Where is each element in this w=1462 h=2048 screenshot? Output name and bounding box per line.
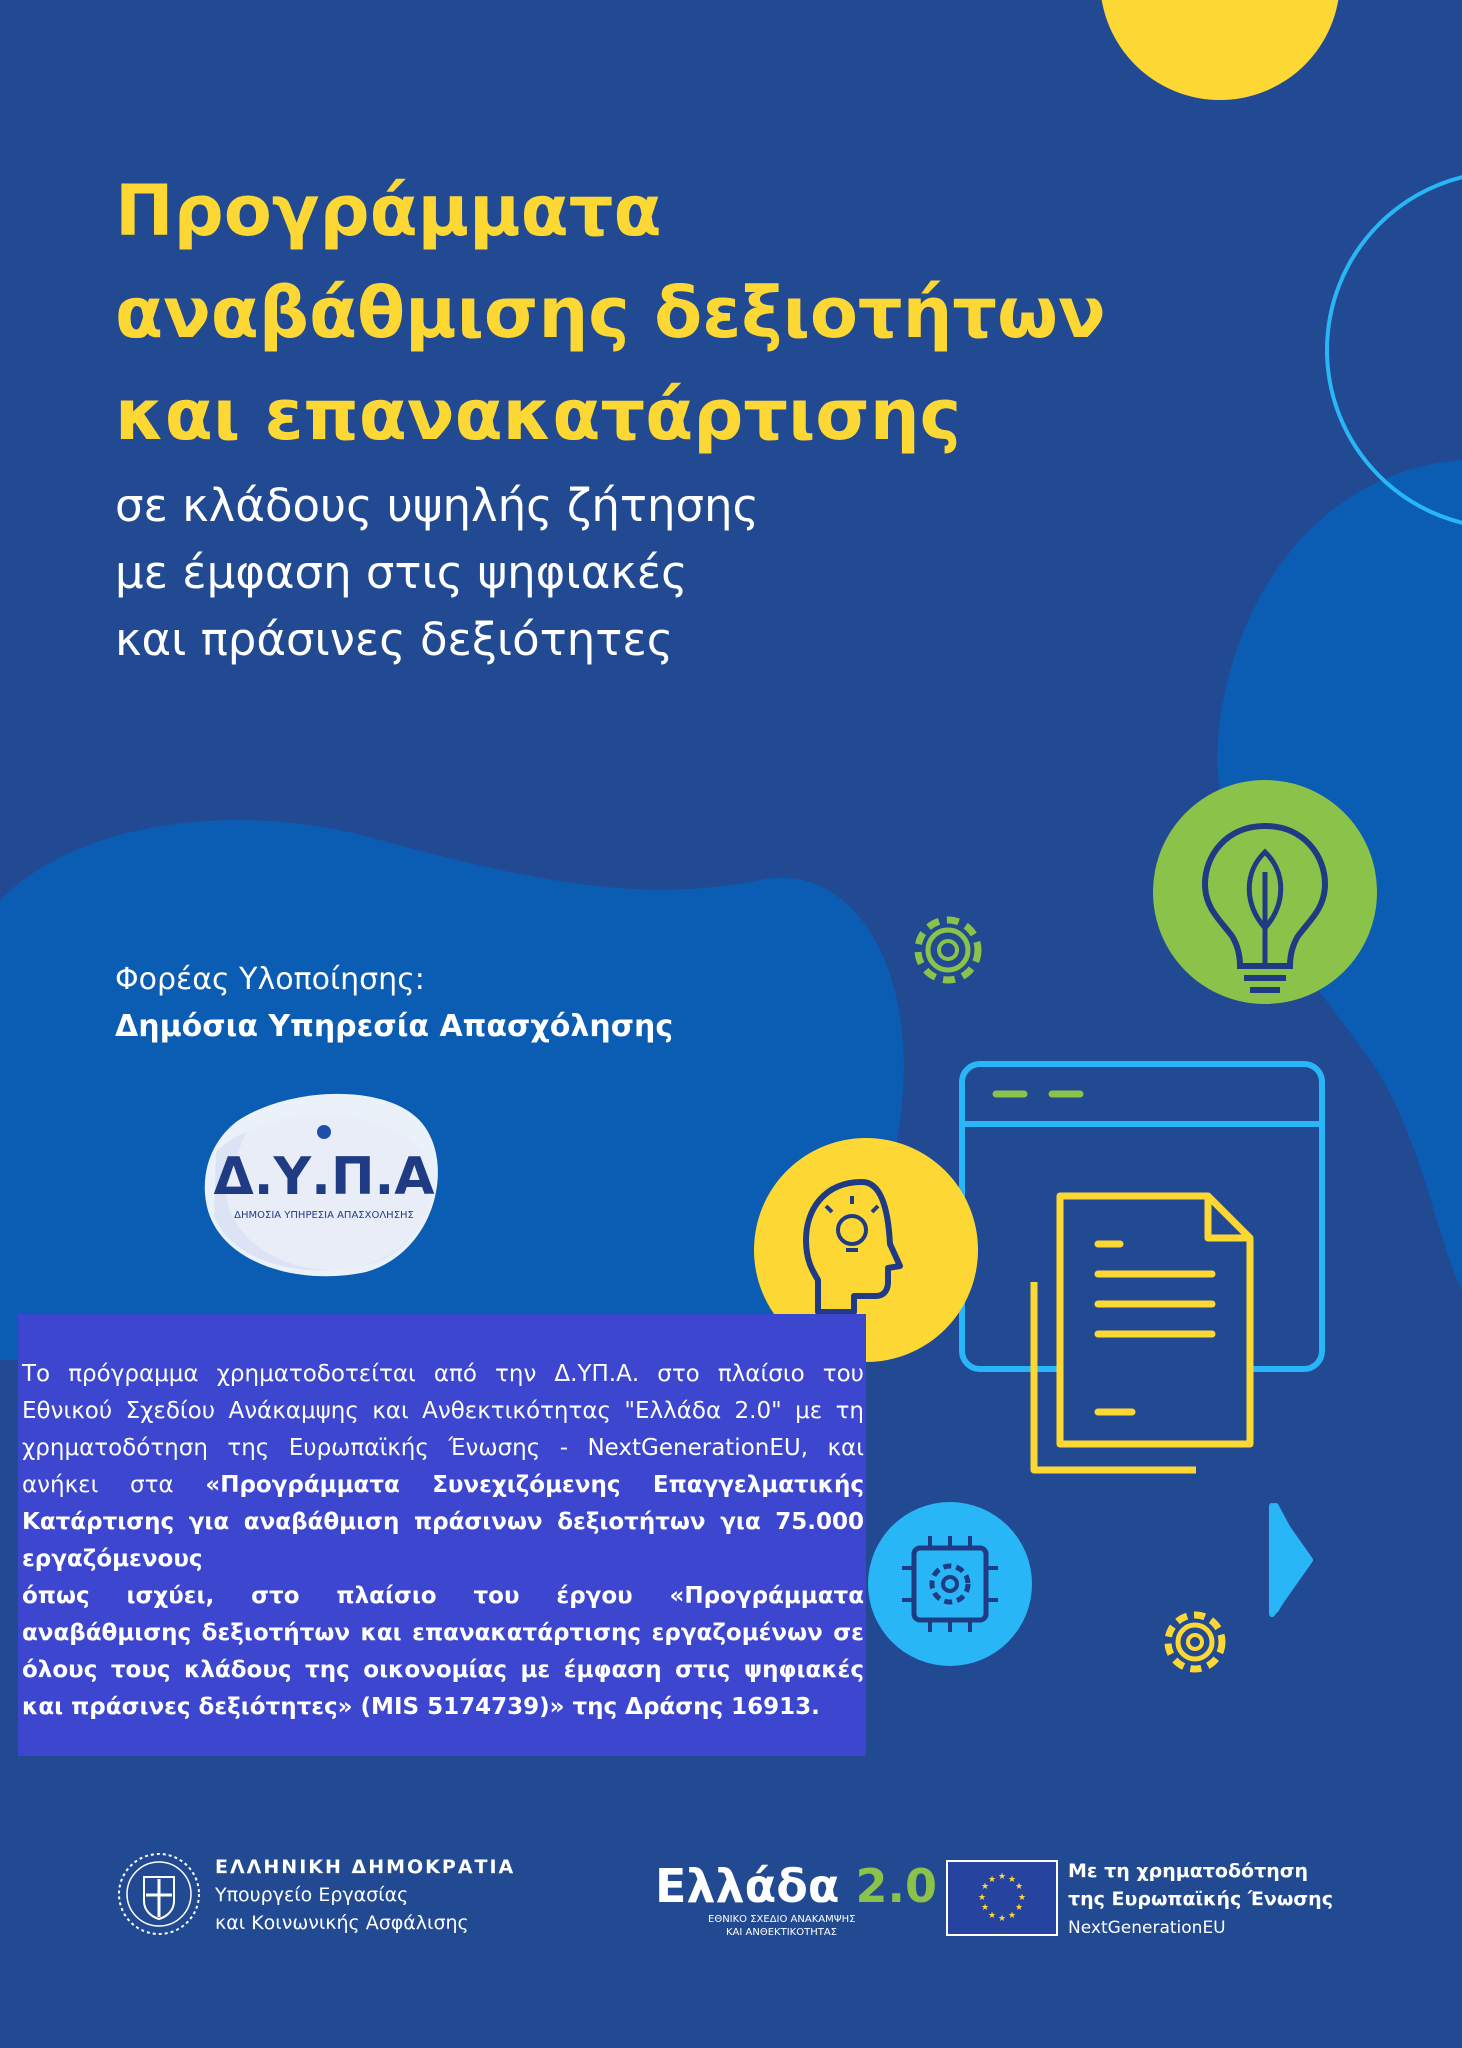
svg-text:★: ★ xyxy=(977,1893,987,1903)
gear-icon-yellow xyxy=(1168,1615,1222,1669)
implementing-body-label: Φορέας Υλοποίησης: xyxy=(115,962,425,997)
eu-funding-line1: Με τη χρηματοδότηση xyxy=(1068,1860,1309,1882)
greece20-name: Ελλάδα xyxy=(655,1859,840,1913)
chip-icon xyxy=(868,1502,1032,1666)
lightbulb-leaf-icon xyxy=(1153,780,1377,1004)
implementing-body-name: Δημόσια Υπηρεσία Απασχόλησης xyxy=(115,1009,674,1044)
funding-statement xyxy=(18,1314,866,1756)
greece20-logo xyxy=(655,1860,937,1912)
eu-flag-icon xyxy=(946,1860,1058,1936)
poster-title xyxy=(115,160,1265,466)
svg-text:★: ★ xyxy=(1007,1911,1017,1921)
hellenic-republic-emblem-icon xyxy=(116,1851,202,1937)
svg-text:★: ★ xyxy=(980,1903,990,1913)
gear-icon-green xyxy=(918,920,978,980)
yellow-circle-decor xyxy=(1100,0,1340,100)
greece20-subtitle-line1: ΕΘΝΙΚΟ ΣΧΕΔΙΟ ΑΝΑΚΑΜΨΗΣ xyxy=(708,1914,856,1925)
document-icon xyxy=(1034,1196,1250,1470)
funding-text: Το πρόγραμμα χρηματοδοτείται από την Δ.ΥΠ.Α. στο πλαίσιο του Εθνικού Σχεδίου Ανάκαμψης και Ανθεκτικότητας "Ελλάδα 2.0" με τη χρηματοδότηση της Ευρωπαϊκής Ένωσης - NextGenerationEU, και ανήκει στα xyxy=(22,1361,864,1498)
svg-text:★: ★ xyxy=(1007,1875,1017,1885)
title-line: και επανακατάρτισης xyxy=(115,374,962,456)
svg-text:★: ★ xyxy=(987,1875,997,1885)
subtitle-line: και πράσινες δεξιότητες xyxy=(115,613,674,666)
greece20-subtitle-line2: ΚΑΙ ΑΝΘΕΚΤΙΚΟΤΗΤΑΣ xyxy=(726,1927,837,1938)
ministry-name-line2: και Κοινωνικής Ασφάλισης xyxy=(215,1912,469,1934)
funding-paragraph xyxy=(22,1356,864,1726)
greece20-version: 2.0 xyxy=(855,1859,937,1913)
ministry-name-line1: Υπουργείο Εργασίας xyxy=(215,1884,409,1906)
svg-text:★: ★ xyxy=(997,1872,1007,1882)
svg-text:★: ★ xyxy=(1017,1893,1027,1903)
subtitle-line: σε κλάδους υψηλής ζήτησης xyxy=(115,479,759,532)
title-line: αναβάθμισης δεξιοτήτων xyxy=(115,272,1106,354)
funding-project-reference: όπως ισχύει, στο πλαίσιο του έργου «Προγράμματα αναβάθμισης δεξιοτήτων και επανακατάρτισης εργαζομένων σε όλους τους κλάδους της οικονομίας με έμφαση στις ψηφιακές και πράσινες δεξιότητες» (MIS 5174739)» της Δράσης 16913. xyxy=(22,1583,864,1720)
svg-text:★: ★ xyxy=(1014,1882,1024,1892)
svg-text:★: ★ xyxy=(997,1914,1007,1924)
eu-funding-line3: NextGenerationEU xyxy=(1068,1918,1226,1938)
dypa-logo-letters: Δ.Υ.Π.Α xyxy=(213,1147,435,1207)
svg-text:★: ★ xyxy=(980,1882,990,1892)
svg-text:★: ★ xyxy=(1014,1903,1024,1913)
funding-program-name: «Προγράμματα Συνεχιζόμενης Επαγγελματικής Κατάρτισης για αναβάθμιση πράσινων δεξιοτήτων για 75.000 εργαζόμενους xyxy=(22,1472,864,1572)
hellenic-republic-title: ΕΛΛΗΝΙΚΗ ΔΗΜΟΚΡΑΤΙΑ xyxy=(215,1856,516,1878)
title-line: Προγράμματα xyxy=(115,170,662,252)
svg-text:★: ★ xyxy=(987,1911,997,1921)
eu-stars-icon xyxy=(948,1862,1056,1934)
poster-subtitle xyxy=(115,472,1015,673)
eu-funding-line2: της Ευρωπαϊκής Ένωσης xyxy=(1068,1888,1333,1910)
dypa-logo-tagline: ΔΗΜΟΣΙΑ ΥΠΗΡΕΣΙΑ ΑΠΑΣΧΟΛΗΣΗΣ xyxy=(234,1210,414,1221)
subtitle-line: με έμφαση στις ψηφιακές xyxy=(115,546,688,599)
dypa-logo xyxy=(196,1082,456,1282)
